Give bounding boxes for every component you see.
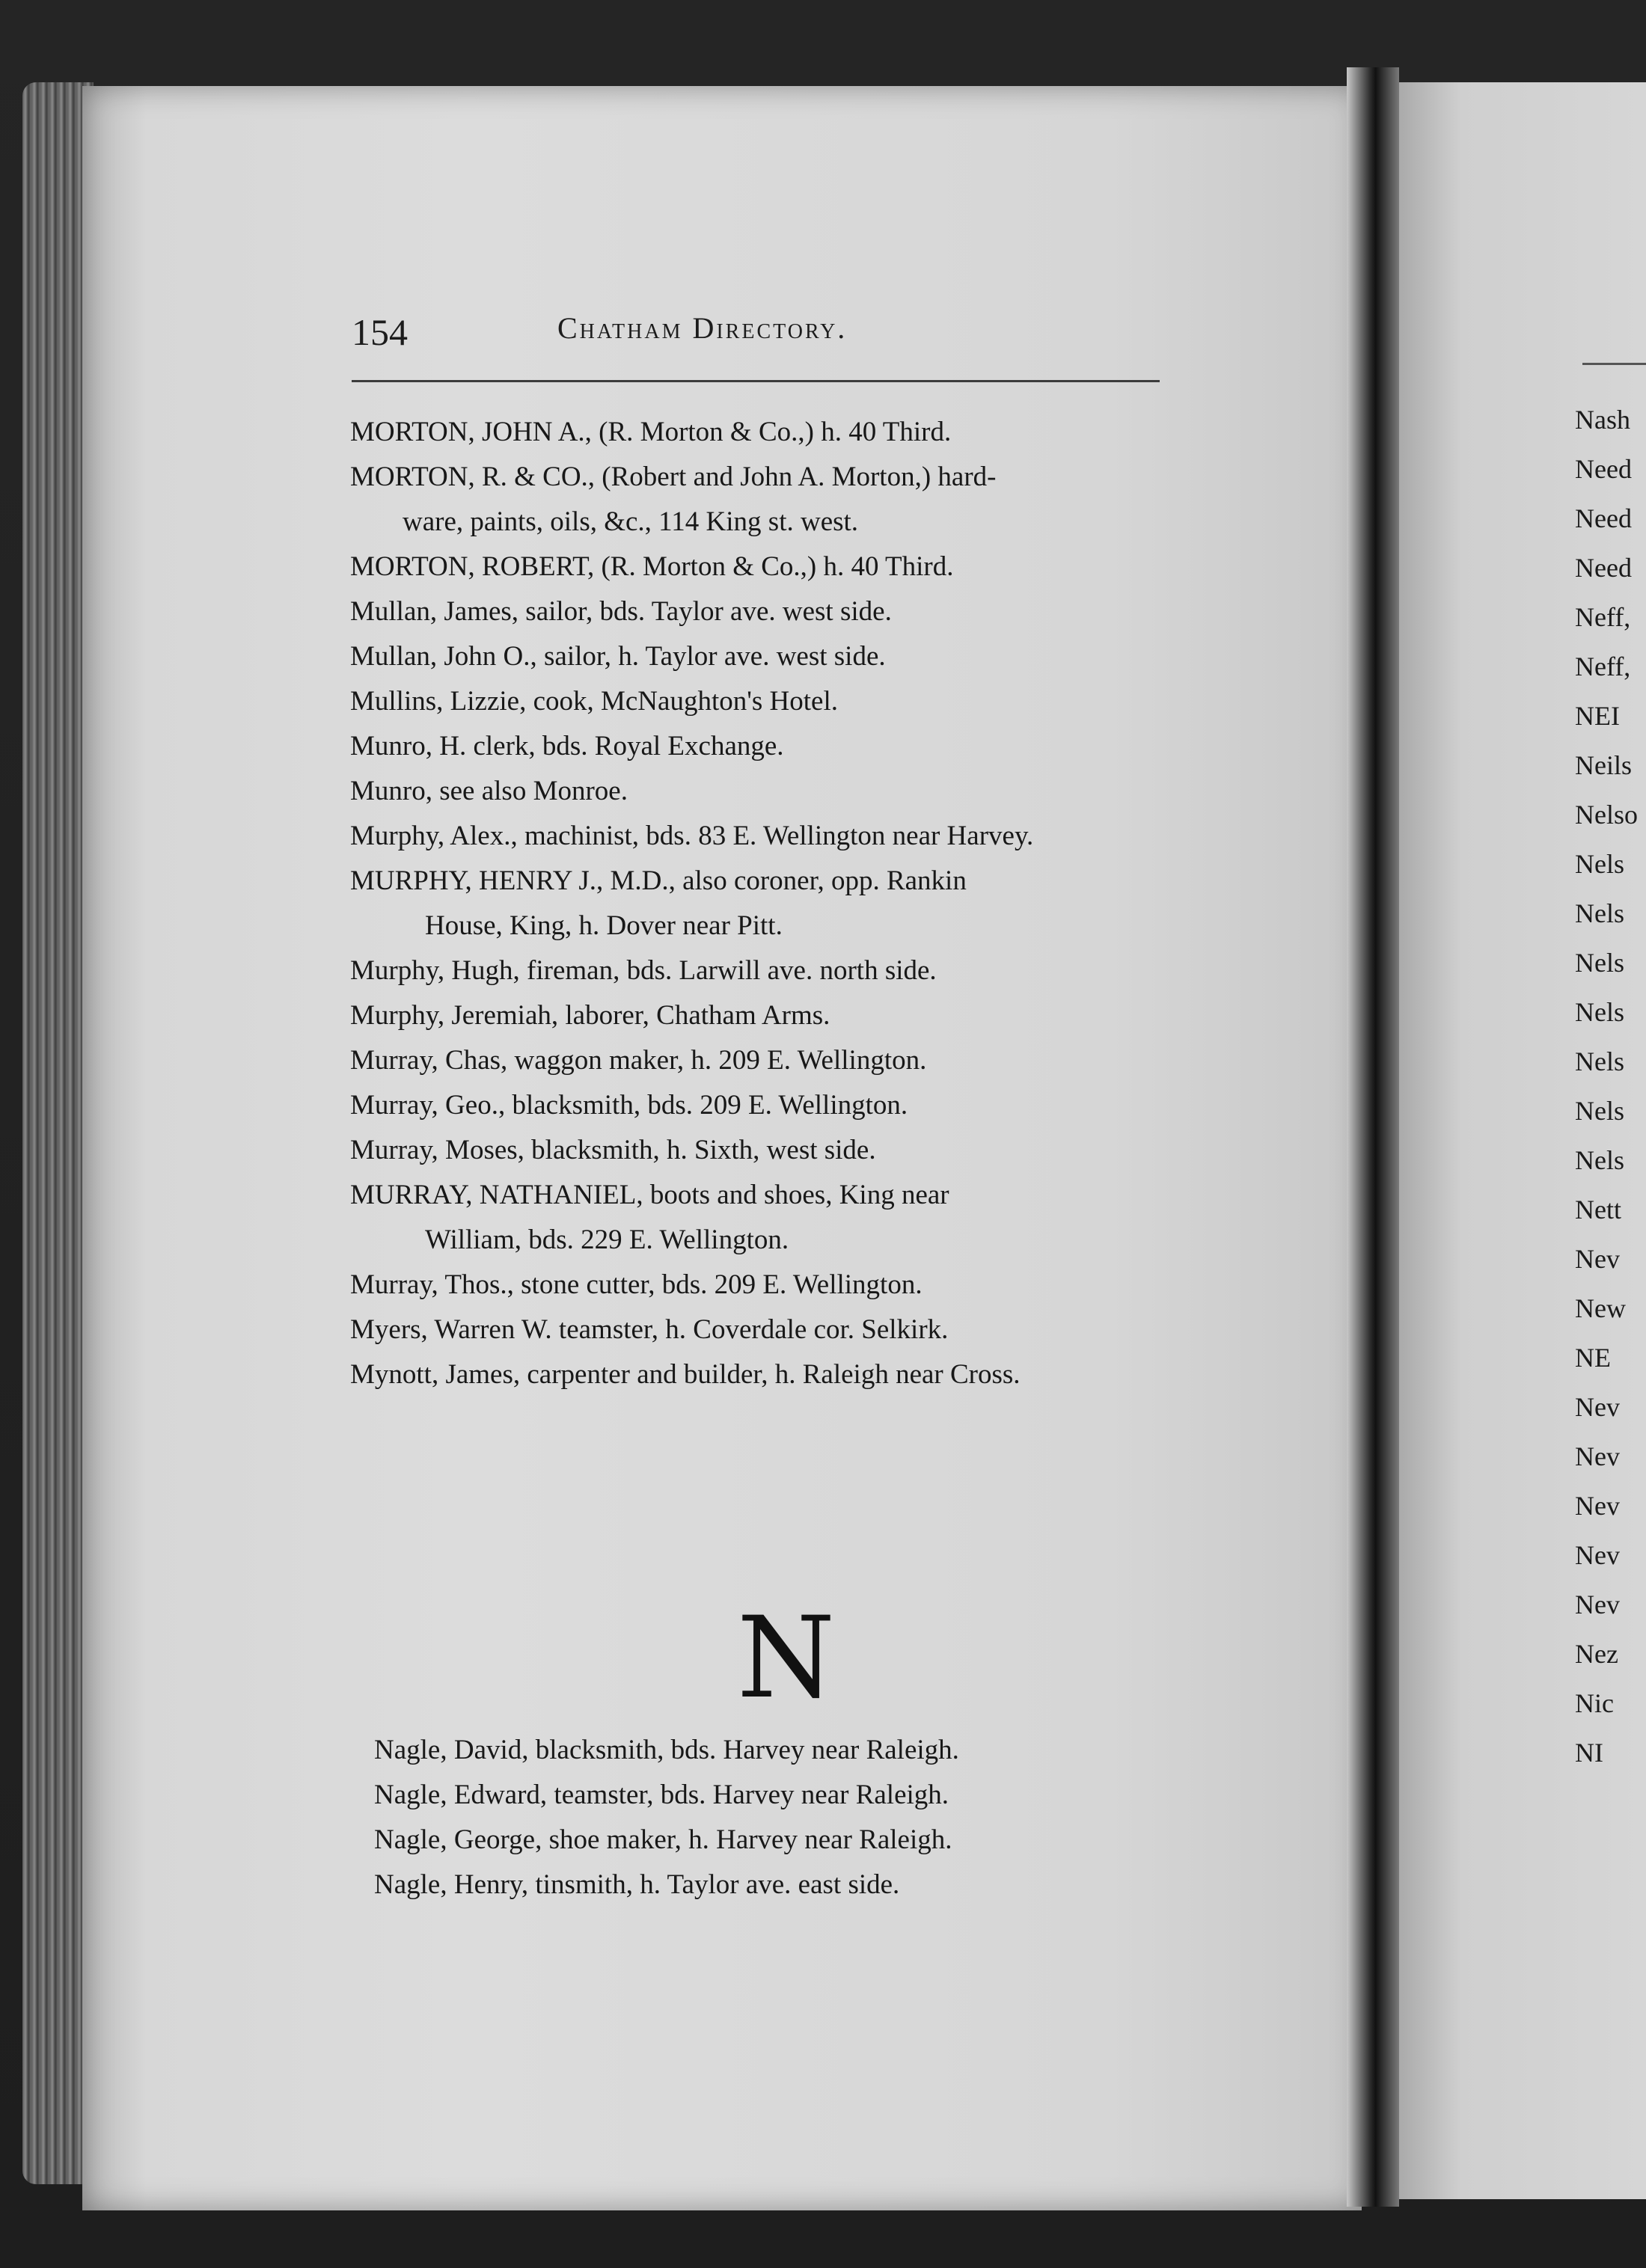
right-fragment: Need: [1575, 454, 1632, 484]
directory-entry: Mynott, James, carpenter and builder, h. Raleigh near Cross.: [350, 1359, 1021, 1390]
right-fragment: Nev: [1575, 1392, 1620, 1422]
directory-entries-n: [374, 1728, 1197, 1907]
right-fragment: Nev: [1575, 1491, 1620, 1521]
right-fragment: Nels: [1575, 1145, 1624, 1175]
directory-entry: Murphy, Alex., machinist, bds. 83 E. Wellington near Harvey.: [350, 821, 1034, 851]
right-fragment: Nelso: [1575, 800, 1638, 830]
right-page-rule: [1582, 363, 1646, 365]
right-fragment: New: [1575, 1293, 1626, 1323]
right-fragment: Need: [1575, 553, 1632, 583]
directory-entry: Myers, Warren W. teamster, h. Coverdale cor. Selkirk.: [350, 1314, 949, 1345]
page-number: 154: [352, 311, 408, 353]
directory-entry: Mullan, John O., sailor, h. Taylor ave. west side.: [350, 641, 886, 672]
header-rule: [352, 380, 1160, 382]
directory-entry: Mullins, Lizzie, cook, McNaughton's Hotel.: [350, 686, 838, 717]
right-fragment: Nev: [1575, 1441, 1620, 1471]
right-fragment: Need: [1575, 503, 1632, 533]
page-header: [352, 303, 1190, 355]
directory-entry: Nagle, David, blacksmith, bds. Harvey near Raleigh.: [374, 1735, 959, 1765]
right-fragment: Nels: [1575, 1046, 1624, 1076]
right-fragment: Nev: [1575, 1244, 1620, 1274]
directory-entry: Murray, Geo., blacksmith, bds. 209 E. Wellington.: [350, 1090, 908, 1121]
directory-entry: Munro, see also Monroe.: [350, 776, 628, 806]
directory-entry: Murray, Chas, waggon maker, h. 209 E. Wellington.: [350, 1045, 927, 1076]
right-fragment: Nev: [1575, 1590, 1620, 1619]
right-fragment: Neils: [1575, 750, 1632, 780]
directory-entry: MURPHY, HENRY J., M.D., also coroner, opp. Rankin: [350, 865, 967, 896]
right-page-fragments: [1575, 395, 1646, 1777]
directory-entry-continued: House, King, h. Dover near Pitt.: [425, 910, 783, 941]
directory-entry: Murphy, Hugh, fireman, bds. Larwill ave. north side.: [350, 955, 937, 986]
directory-entries-m: [350, 410, 1203, 1397]
right-fragment: Nels: [1575, 997, 1624, 1027]
right-fragment: Nez: [1575, 1639, 1618, 1669]
section-letter: N: [737, 1593, 836, 1723]
right-fragment: Nash: [1575, 405, 1630, 435]
book-gutter: [1347, 67, 1399, 2207]
right-fragment: NI: [1575, 1738, 1603, 1768]
right-fragment: Neff,: [1575, 652, 1631, 681]
directory-entry: Nagle, Henry, tinsmith, h. Taylor ave. east side.: [374, 1869, 900, 1900]
directory-entry: Nagle, George, shoe maker, h. Harvey near Raleigh.: [374, 1824, 952, 1855]
right-fragment: Nev: [1575, 1540, 1620, 1570]
directory-entry: Munro, H. clerk, bds. Royal Exchange.: [350, 731, 784, 761]
directory-entry: Murphy, Jeremiah, laborer, Chatham Arms.: [350, 1000, 830, 1031]
right-fragment: Neff,: [1575, 602, 1631, 632]
right-fragment: NE: [1575, 1343, 1611, 1373]
right-fragment: Nels: [1575, 1096, 1624, 1126]
right-fragment: Nels: [1575, 948, 1624, 978]
right-fragment: NEI: [1575, 701, 1620, 731]
directory-entry: Murray, Thos., stone cutter, bds. 209 E. Wellington.: [350, 1269, 923, 1300]
directory-entry-continued: William, bds. 229 E. Wellington.: [425, 1225, 789, 1255]
directory-entry: Murray, Moses, blacksmith, h. Sixth, west side.: [350, 1135, 876, 1165]
directory-entry: Nagle, Edward, teamster, bds. Harvey near Raleigh.: [374, 1780, 949, 1810]
directory-entry: MORTON, JOHN A., (R. Morton & Co.,) h. 40 Third.: [350, 417, 952, 447]
directory-entry: Mullan, James, sailor, bds. Taylor ave. west side.: [350, 596, 892, 627]
running-title: Chatham Directory.: [557, 311, 848, 345]
directory-entry: MURRAY, NATHANIEL, boots and shoes, King near: [350, 1180, 949, 1210]
right-fragment: Nels: [1575, 849, 1624, 879]
right-fragment: Nett: [1575, 1195, 1621, 1225]
right-fragment: Nels: [1575, 898, 1624, 928]
directory-entry: MORTON, R. & CO., (Robert and John A. Morton,) hard-: [350, 462, 997, 492]
right-fragment: Nic: [1575, 1688, 1614, 1718]
directory-entry: MORTON, ROBERT, (R. Morton & Co.,) h. 40 Third.: [350, 551, 954, 582]
directory-entry-continued: ware, paints, oils, &c., 114 King st. west.: [403, 506, 859, 537]
